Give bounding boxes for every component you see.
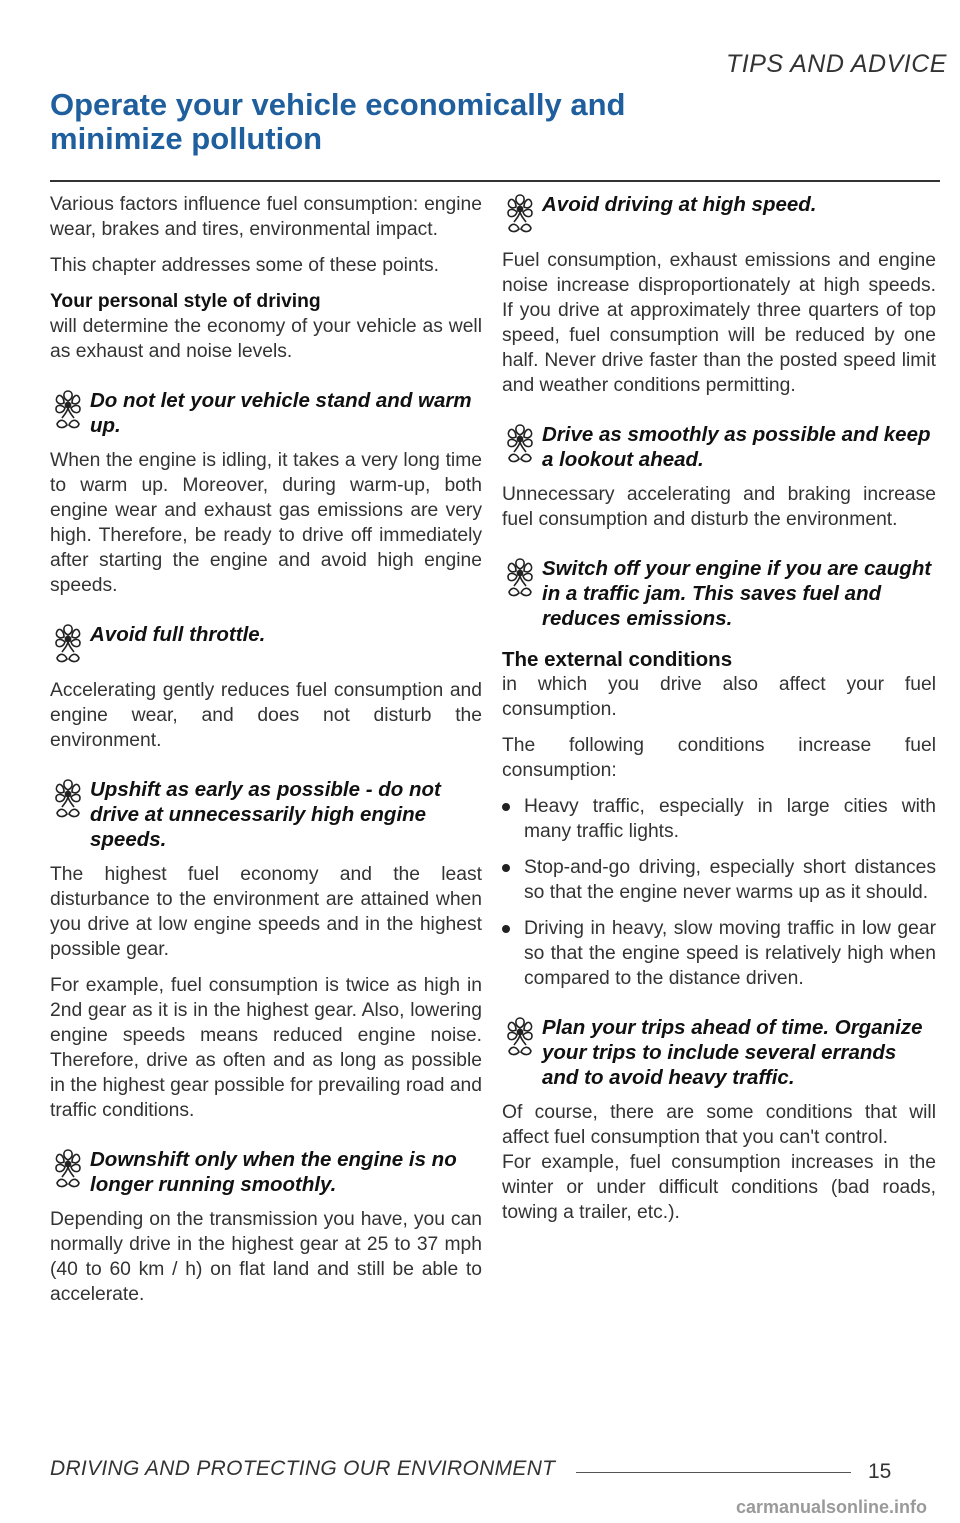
tip-title: Downshift only when the engine is no longer running smoothly.	[90, 1148, 457, 1196]
tip-text: Unnecessary accelerating and braking increase fuel consumption and disturb the environment.	[502, 484, 936, 530]
driving-style-heading: Your personal style of driving	[50, 291, 321, 312]
title-divider	[50, 180, 940, 182]
tip-text: For example, fuel consumption increases in the winter or under difficult conditions (bad roads, towing a trailer, etc.).	[502, 1152, 936, 1223]
watermark: carmanualsonline.info	[736, 1497, 928, 1517]
tip-text: Of course, there are some conditions that will affect fuel consumption that you can't control.	[502, 1102, 936, 1148]
tip-plan-trips	[502, 1015, 936, 1090]
footer-rule	[576, 1472, 851, 1473]
tip-title: Do not let your vehicle stand and warm up.	[90, 389, 472, 437]
environment-flower-icon	[50, 622, 86, 668]
intro-paragraph: Various factors influence fuel consumption: engine wear, brakes and tires, environmental impact.	[50, 194, 482, 240]
left-column	[50, 192, 482, 1318]
external-conditions-heading: The external conditions	[502, 648, 733, 671]
environment-flower-icon	[502, 556, 538, 602]
tip-warm-up	[50, 388, 482, 438]
tip-title: Switch off your engine if you are caught in a traffic jam. This saves fuel and reduces emissions.	[542, 557, 932, 630]
bullet-icon	[502, 864, 510, 872]
environment-flower-icon	[502, 192, 538, 238]
tip-downshift	[50, 1147, 482, 1197]
list-item-text: Driving in heavy, slow moving traffic in low gear so that the engine speed is relatively high when compared to the distance driven.	[524, 918, 936, 989]
tip-title: Plan your trips ahead of time. Organize your trips to include several errands and to avoid heavy traffic.	[542, 1016, 923, 1089]
tip-text: When the engine is idling, it takes a very long time to warm up. Moreover, during warm-up, both engine wear and exhaust gas emissions are very high. Therefore, be ready to drive off immediately after starting the engine and avoid high engine speeds.	[50, 450, 482, 596]
environment-flower-icon	[50, 1147, 86, 1193]
tip-text: For example, fuel consumption is twice as high in 2nd gear as it is in the highest gear. Also, lowering engine speeds means reduced engine noise. Therefore, drive as often and as long as possible in the highest gear possible for prevailing road and traffic conditions.	[50, 975, 482, 1121]
environment-flower-icon	[502, 422, 538, 468]
tip-text: Depending on the transmission you have, you can normally drive in the highest gear at 25 to 37 mph (40 to 60 km / h) on flat land and still be able to accelerate.	[50, 1209, 482, 1305]
environment-flower-icon	[502, 1015, 538, 1061]
page-number: 15	[868, 1460, 892, 1483]
environment-flower-icon	[50, 388, 86, 434]
page-title: Operate your vehicle economically and minimize pollution	[50, 87, 626, 156]
footer-chapter: DRIVING AND PROTECTING OUR ENVIRONMENT	[50, 1457, 556, 1480]
tip-full-throttle	[50, 622, 482, 668]
tip-text: Accelerating gently reduces fuel consumption and engine wear, and does not disturb the environment.	[50, 680, 482, 751]
tip-text: Fuel consumption, exhaust emissions and engine noise increase disproportionately at high speeds. If you drive at approximately three quarters of top speed, fuel consumption will be reduced by one half. Never drive faster than the posted speed limit and weather conditions permitting.	[502, 250, 936, 396]
bullet-icon	[502, 925, 510, 933]
tip-text: The highest fuel economy and the least disturbance to the environment are attained when you drive at low engine speeds and in the highest possible gear.	[50, 864, 482, 960]
external-conditions-text: in which you drive also affect your fuel consumption.	[502, 674, 936, 720]
right-column	[502, 192, 936, 1236]
conditions-intro: The following conditions increase fuel consumption:	[502, 735, 936, 781]
tip-smooth-driving	[502, 422, 936, 472]
list-item	[502, 916, 936, 991]
tip-upshift	[50, 777, 482, 852]
driving-style-text: will determine the economy of your vehicle as well as exhaust and noise levels.	[50, 316, 482, 362]
tip-title: Upshift as early as possible - do not drive at unnecessarily high engine speeds.	[90, 778, 441, 851]
bullet-icon	[502, 803, 510, 811]
list-item	[502, 855, 936, 905]
tip-title: Avoid full throttle.	[90, 623, 266, 646]
tip-high-speed	[502, 192, 936, 238]
tip-traffic-jam	[502, 556, 936, 631]
environment-flower-icon	[50, 777, 86, 823]
tip-title: Avoid driving at high speed.	[542, 193, 817, 216]
tip-title: Drive as smoothly as possible and keep a lookout ahead.	[542, 423, 931, 471]
section-label: TIPS AND ADVICE	[726, 50, 947, 78]
list-item	[502, 794, 936, 844]
list-item-text: Stop-and-go driving, especially short distances so that the engine never warms up as it should.	[524, 857, 936, 903]
list-item-text: Heavy traffic, especially in large cities with many traffic lights.	[524, 796, 936, 842]
intro-paragraph-2: This chapter addresses some of these points.	[50, 255, 440, 276]
